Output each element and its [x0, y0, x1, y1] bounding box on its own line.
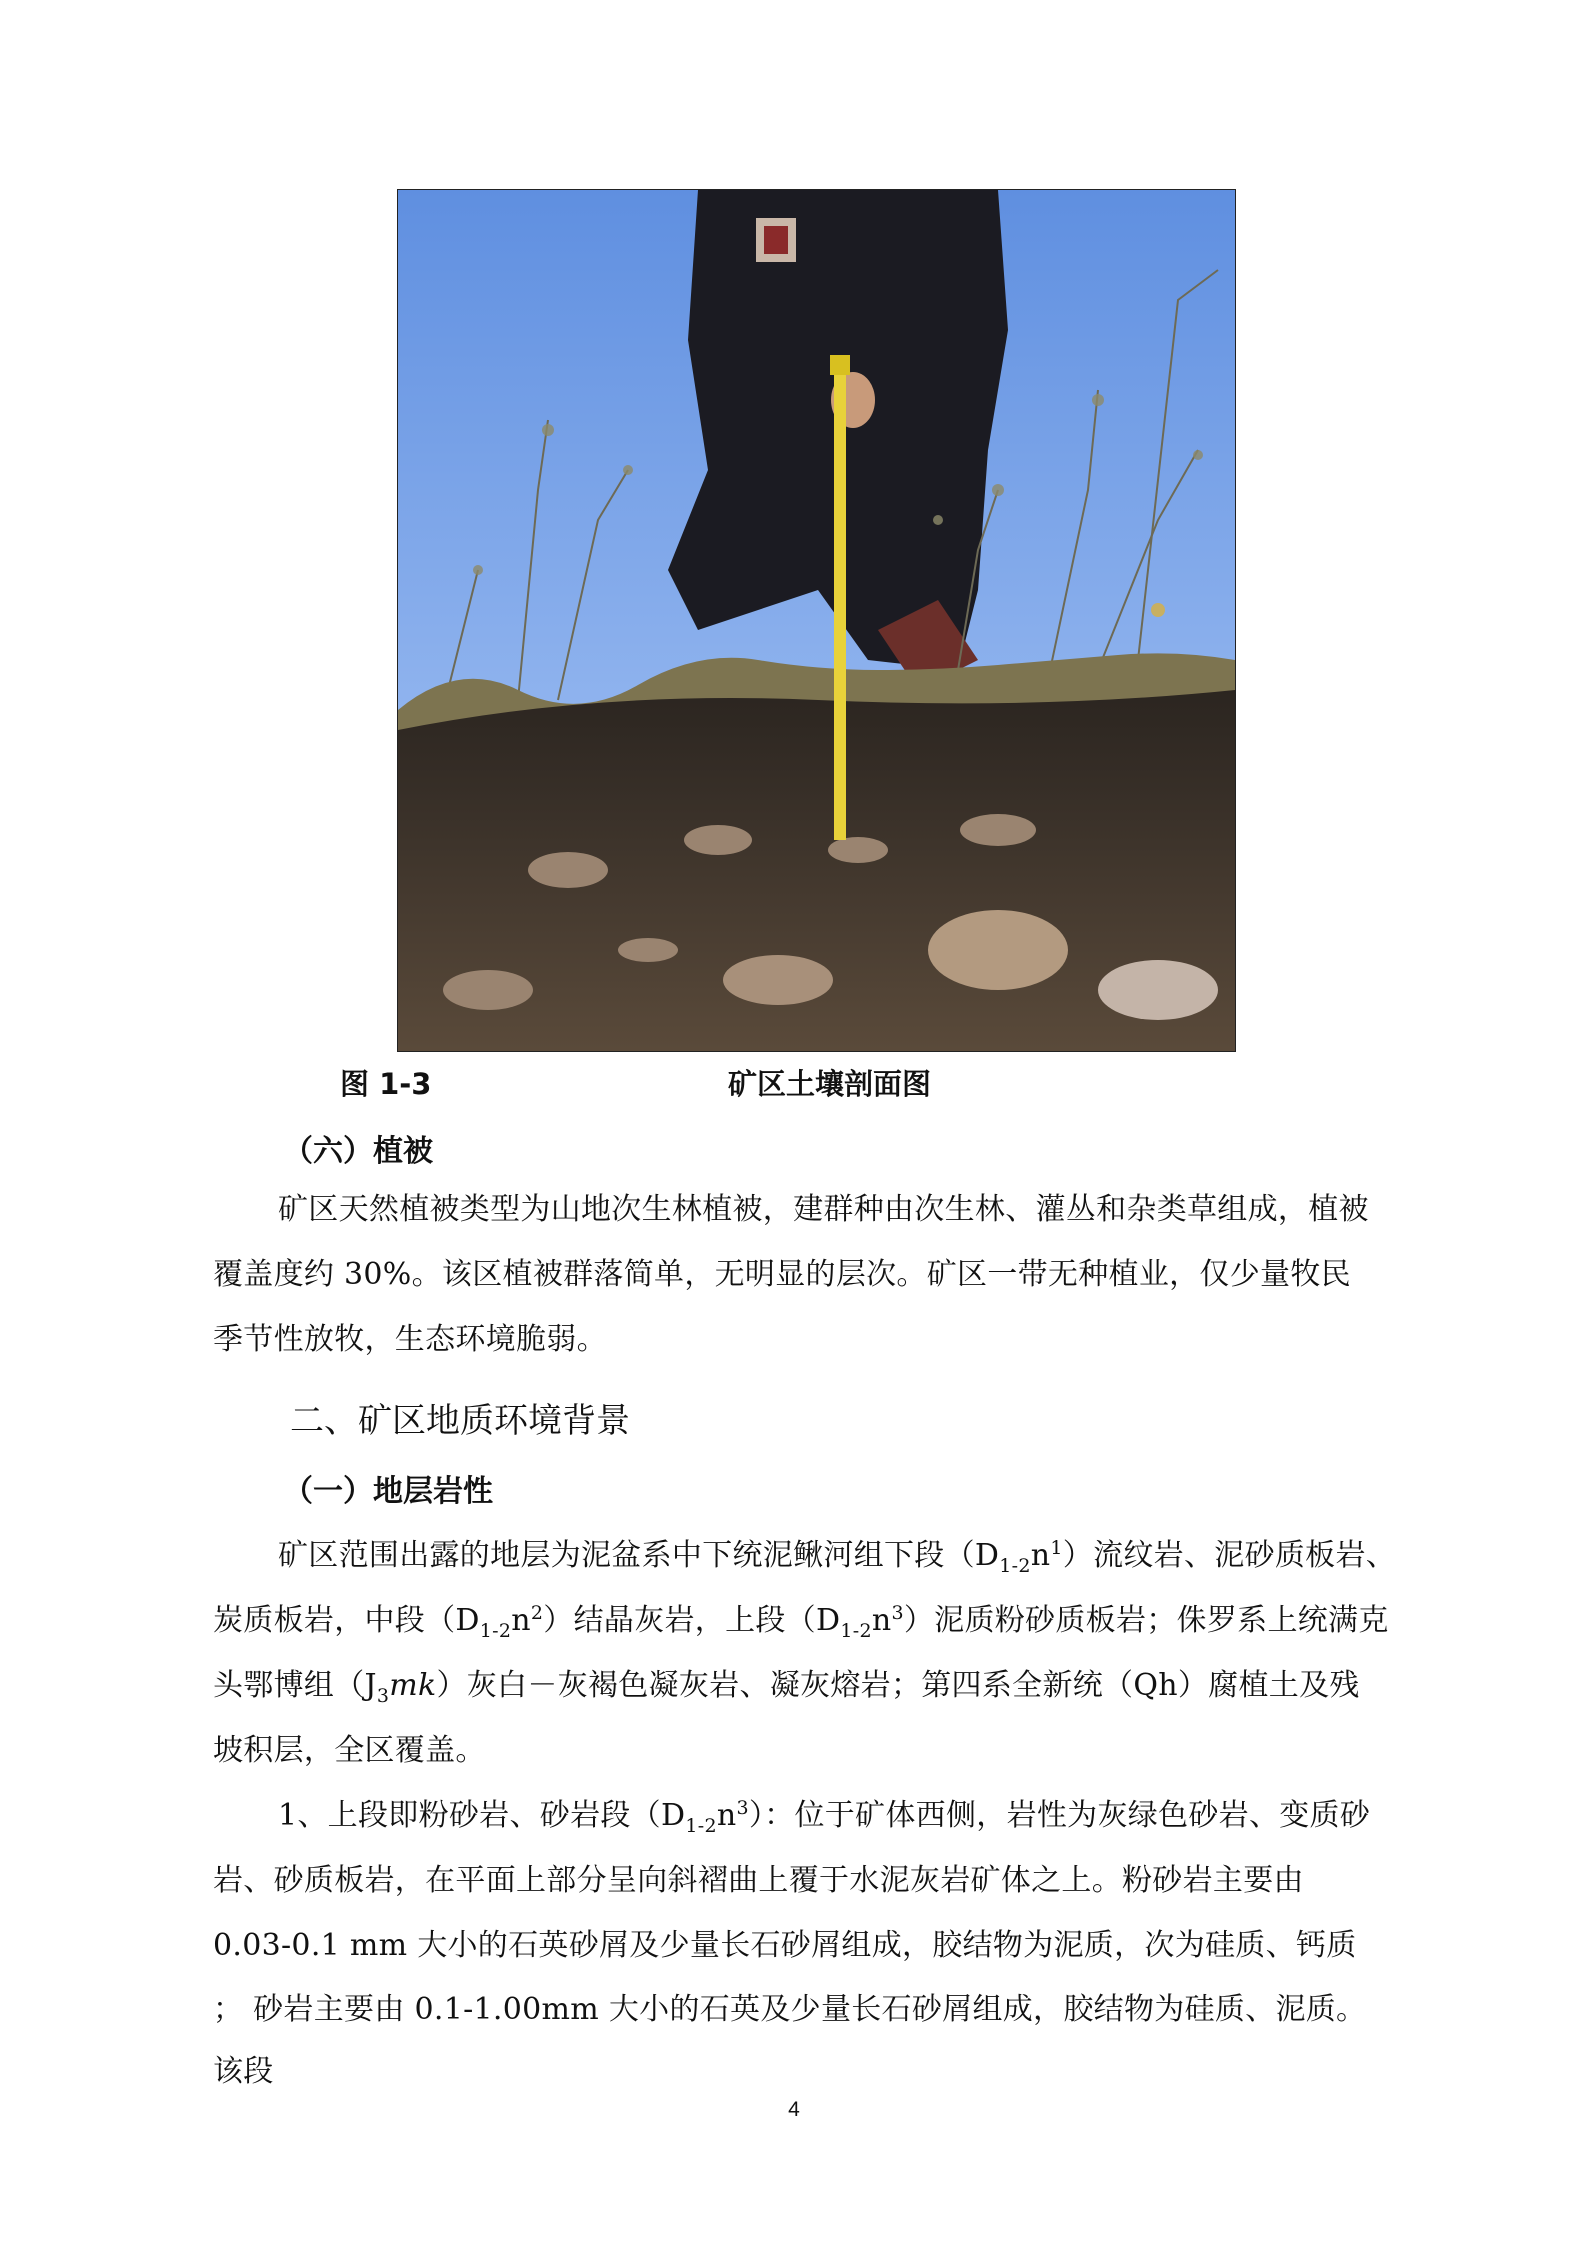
vegetation-line-2: 覆盖度约 30%。该区植被群落简单，无明显的层次。矿区一带无种植业，仅少量牧民	[213, 1257, 1351, 1292]
soil-profile-photo	[397, 189, 1236, 1052]
vegetation-line-3: 季节性放牧，生态环境脆弱。	[213, 1322, 607, 1357]
strata-p2-line-3: 0.03-0.1 mm 大小的石英砂屑及少量长石砂屑组成，胶结物为泥质，次为硅质、钙质	[213, 1928, 1357, 1963]
heading-strata: （一）地层岩性	[283, 1474, 493, 1509]
vegetation-line-1: 矿区天然植被类型为山地次生林植被，建群种由次生林、灌丛和杂类草组成，植被	[278, 1192, 1369, 1227]
strata-p1-line-1: 矿区范围出露的地层为泥盆系中下统泥鳅河组下段$(D_{1-2}n^1)$流纹岩、泥砂质板岩、	[278, 1537, 1397, 1577]
soil-profile-illustration	[398, 190, 1235, 1051]
strata-p1-line-3: 头鄂博组$(J_3mk)$灰白－灰褐色凝灰岩、凝灰熔岩；第四系全新统（Qh）腐植土及残	[213, 1668, 1360, 1707]
heading-vegetation: （六）植被	[283, 1134, 433, 1169]
figure-number: 图 1-3	[340, 1067, 432, 1101]
strata-p2-line-5: 该段	[213, 2054, 274, 2089]
strata-p2-line-2: 岩、砂质板岩，在平面上部分呈向斜褶曲上覆于水泥灰岩矿体之上。粉砂岩主要由	[213, 1863, 1304, 1898]
strata-p1-line-2: 炭质板岩，中段$(D_{1-2}n^2)$结晶灰岩，上段$(D_{1-2}n^3)$泥质粉砂质板岩；侏罗系上统满克	[213, 1602, 1389, 1642]
page-number: 4	[788, 2098, 800, 2121]
strata-p1-line-4: 坡积层，全区覆盖。	[213, 1733, 486, 1768]
strata-p2-line-4: ； 砂岩主要由 0.1-1.00mm 大小的石英及少量长石砂屑组成，胶结物为硅质、泥质。	[213, 1992, 1367, 2027]
strata-p2-line-1: 1、上段即粉砂岩、砂岩段$(D_{1-2}n^3)$：位于矿体西侧，岩性为灰绿色砂岩、变质砂	[278, 1797, 1371, 1837]
heading-geology: 二、矿区地质环境背景	[290, 1401, 630, 1441]
figure-caption: 矿区土壤剖面图	[728, 1067, 932, 1101]
